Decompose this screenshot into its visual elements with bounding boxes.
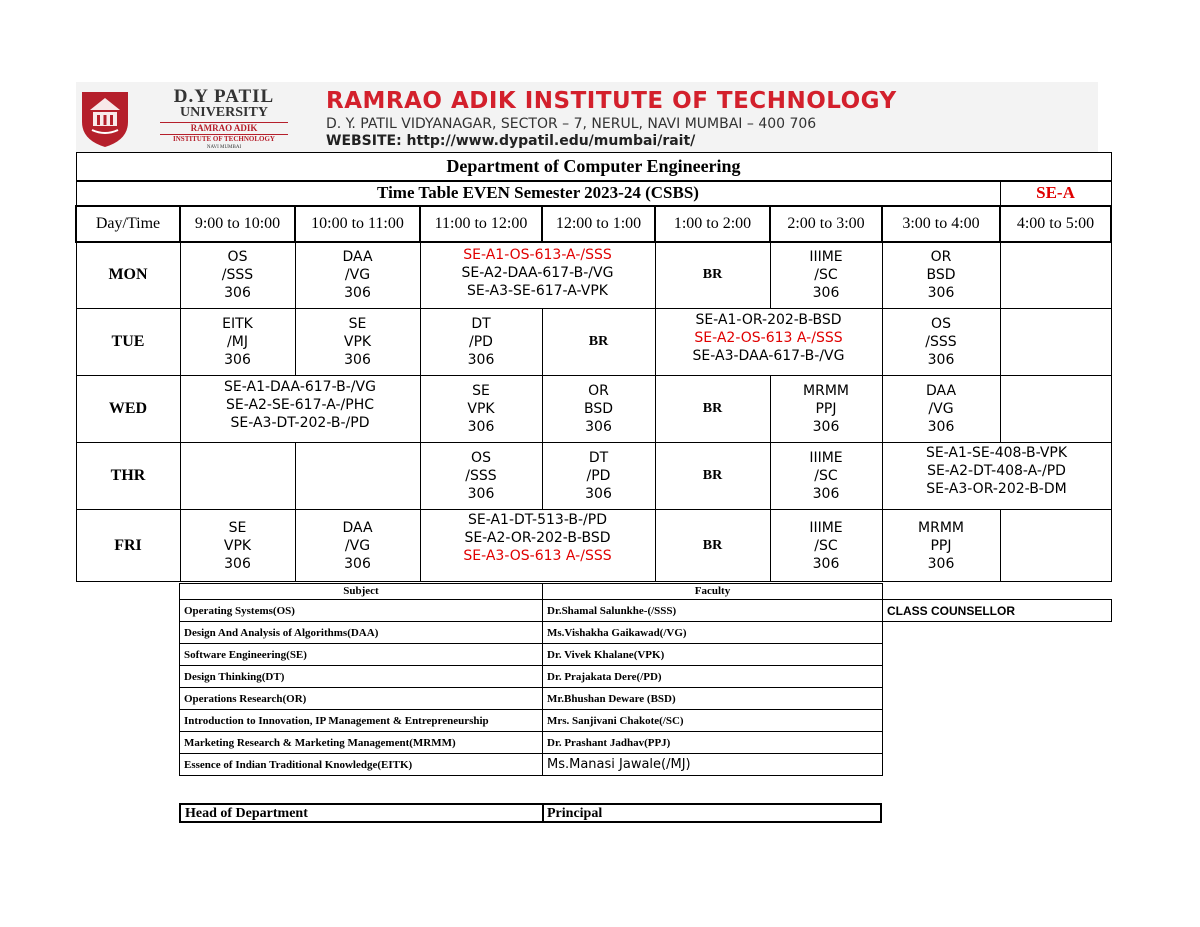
lecture-cell: DAA /VG 306 — [882, 376, 1000, 443]
col-header-slot1: 9:00 to 10:00 — [180, 206, 295, 242]
subject-faculty-table — [179, 583, 1112, 776]
day-label: MON — [76, 242, 180, 309]
day-label: TUE — [76, 309, 180, 376]
faculty-name: Dr. Prashant Jadhav(PPJ) — [543, 732, 883, 754]
batch-cell: SE-A1-OR-202-B-BSD SE-A2-OS-613 A-/SSS SE-A3-DAA-617-B-/VG — [655, 309, 882, 376]
lecture-cell: SE VPK 306 — [420, 376, 542, 443]
day-label: THR — [76, 443, 180, 510]
subject-name: Design Thinking(DT) — [180, 666, 543, 688]
lecture-cell: SE VPK 306 — [295, 309, 420, 376]
lecture-cell: IIIME /SC 306 — [770, 242, 882, 309]
lecture-cell: EITK /MJ 306 — [180, 309, 295, 376]
empty-cell — [883, 732, 1112, 754]
col-header-slot7: 3:00 to 4:00 — [882, 206, 1000, 242]
empty-cell — [1000, 510, 1111, 582]
lecture-cell: DAA /VG 306 — [295, 510, 420, 582]
institute-header — [76, 82, 1098, 152]
col-header-daytime: Day/Time — [76, 206, 180, 242]
break-cell: BR — [655, 443, 770, 510]
empty-cell — [883, 754, 1112, 776]
subject-name: Software Engineering(SE) — [180, 644, 543, 666]
subject-name: Design And Analysis of Algorithms(DAA) — [180, 622, 543, 644]
break-cell: BR — [542, 309, 655, 376]
empty-cell — [883, 584, 1112, 600]
lecture-cell: OS /SSS 306 — [180, 242, 295, 309]
batch-cell: SE-A1-DT-513-B-/PD SE-A2-OR-202-B-BSD SE-A3-OS-613 A-/SSS — [420, 510, 655, 582]
faculty-name: Mrs. Sanjivani Chakote(/SC) — [543, 710, 883, 732]
empty-cell — [883, 666, 1112, 688]
faculty-name: Mr.Bhushan Deware (BSD) — [543, 688, 883, 710]
hod-label: Head of Department — [185, 806, 308, 821]
empty-cell — [1000, 376, 1111, 443]
lecture-cell: OR BSD 306 — [542, 376, 655, 443]
row-fri — [76, 510, 1111, 582]
row-tue — [76, 309, 1111, 376]
empty-cell — [1000, 242, 1111, 309]
faculty-name: Dr. Vivek Khalane(VPK) — [543, 644, 883, 666]
col-header-slot6: 2:00 to 3:00 — [770, 206, 882, 242]
timetable — [75, 152, 1112, 582]
faculty-name: Ms.Vishakha Gaikawad(/VG) — [543, 622, 883, 644]
day-label: FRI — [76, 510, 180, 582]
subject-header: Subject — [180, 584, 543, 600]
empty-cell — [883, 622, 1112, 644]
lecture-cell: SE VPK 306 — [180, 510, 295, 582]
lecture-cell: OS /SSS 306 — [420, 443, 542, 510]
col-header-slot5: 1:00 to 2:00 — [655, 206, 770, 242]
lecture-cell: MRMM PPJ 306 — [770, 376, 882, 443]
break-cell: BR — [655, 376, 770, 443]
faculty-name: Dr. Prajakata Dere(/PD) — [543, 666, 883, 688]
lecture-cell: IIIME /SC 306 — [770, 510, 882, 582]
lecture-cell: OR BSD 306 — [882, 242, 1000, 309]
break-cell: BR — [655, 510, 770, 582]
lecture-cell: IIIME /SC 306 — [770, 443, 882, 510]
university-wordmark: D.Y PATIL UNIVERSITY RAMRAO ADIK INSTITUTE OF TECHNOLOGY NAVI MUMBAI — [154, 88, 294, 151]
break-cell: BR — [655, 242, 770, 309]
col-header-slot2: 10:00 to 11:00 — [295, 206, 420, 242]
subject-name: Operating Systems(OS) — [180, 600, 543, 622]
empty-cell — [883, 710, 1112, 732]
subject-name: Operations Research(OR) — [180, 688, 543, 710]
row-mon — [76, 242, 1111, 309]
col-header-slot3: 11:00 to 12:00 — [420, 206, 542, 242]
timetable-title: Time Table EVEN Semester 2023-24 (CSBS) — [76, 181, 1000, 206]
empty-cell — [295, 443, 420, 510]
institute-website: WEBSITE: http://www.dypatil.edu/mumbai/rait/ — [326, 133, 696, 149]
lecture-cell: DAA /VG 306 — [295, 242, 420, 309]
university-shield-logo — [80, 90, 130, 148]
col-header-slot8: 4:00 to 5:00 — [1000, 206, 1111, 242]
col-header-slot4: 12:00 to 1:00 — [542, 206, 655, 242]
day-label: WED — [76, 376, 180, 443]
subject-name: Marketing Research & Marketing Management(MRMM) — [180, 732, 543, 754]
batch-cell: SE-A1-OS-613-A-/SSS SE-A2-DAA-617-B-/VG SE-A3-SE-617-A-VPK — [420, 242, 655, 309]
faculty-name: Dr.Shamal Salunkhe-(/SSS) — [543, 600, 883, 622]
class-label: SE-A — [1000, 181, 1111, 206]
lecture-cell: DT /PD 306 — [420, 309, 542, 376]
empty-cell — [1000, 309, 1111, 376]
empty-cell — [180, 443, 295, 510]
subject-name: Essence of Indian Traditional Knowledge(EITK) — [180, 754, 543, 776]
lecture-cell: DT /PD 306 — [542, 443, 655, 510]
institute-name: RAMRAO ADIK INSTITUTE OF TECHNOLOGY — [326, 88, 897, 114]
row-thr — [76, 443, 1111, 510]
department-title: Department of Computer Engineering — [76, 153, 1111, 181]
signature-row — [179, 803, 882, 823]
subject-name: Introduction to Innovation, IP Management & Entrepreneurship — [180, 710, 543, 732]
institute-address: D. Y. PATIL VIDYANAGAR, SECTOR – 7, NERUL, NAVI MUMBAI – 400 706 — [326, 116, 817, 132]
empty-cell — [883, 688, 1112, 710]
batch-cell: SE-A1-DAA-617-B-/VG SE-A2-SE-617-A-/PHC SE-A3-DT-202-B-/PD — [180, 376, 420, 443]
principal-label: Principal — [547, 806, 603, 821]
faculty-header: Faculty — [543, 584, 883, 600]
class-counsellor-label: CLASS COUNSELLOR — [883, 600, 1112, 622]
lecture-cell: MRMM PPJ 306 — [882, 510, 1000, 582]
lecture-cell: OS /SSS 306 — [882, 309, 1000, 376]
batch-cell: SE-A1-SE-408-B-VPK SE-A2-DT-408-A-/PD SE-A3-OR-202-B-DM — [882, 443, 1111, 510]
faculty-name: Ms.Manasi Jawale(/MJ) — [543, 754, 883, 776]
empty-cell — [883, 644, 1112, 666]
row-wed — [76, 376, 1111, 443]
